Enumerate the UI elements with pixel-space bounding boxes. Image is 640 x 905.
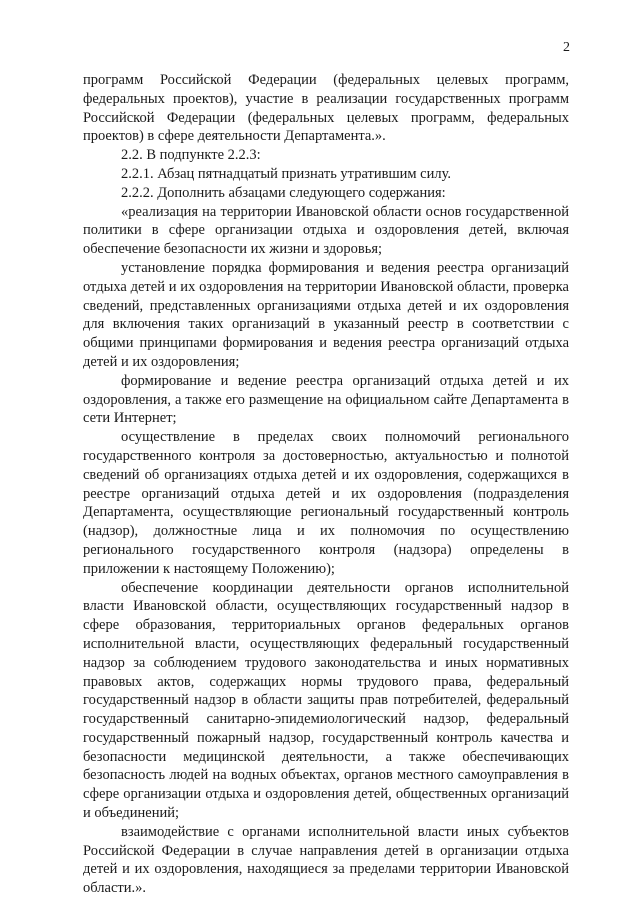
page-number: 2	[563, 40, 570, 55]
paragraph-8: осуществление в пределах своих полномочий регионального государственного контроля за достоверностью, актуальностью и полнотой сведений об организациях отдыха детей и их оздоровления, содержащихся в реестре организаций отдыха детей и их оздоровления (подразделения Департамента, осуществляющие региональный государственный контроль (надзор), должностные лица и их полномочия по осуществлению регионального государственного контроля (надзора) определены в приложении к настоящему Положению);	[83, 429, 569, 577]
paragraph-2: 2.2. В подпункте 2.2.3:	[121, 147, 261, 164]
paragraph-5: «реализация на территории Ивановской области основ государственной политики в сфере организации отдыха и оздоровления детей, включая обеспечение безопасности их жизни и здоровья;	[83, 203, 569, 258]
paragraph-3: 2.2.1. Абзац пятнадцатый признать утратившим силу.	[121, 165, 452, 182]
paragraph-6: установление порядка формирования и ведения реестра организаций отдыха детей и их оздоровления на территории Ивановской области, проверка сведений, представленных организациями отдыха детей и их оздоровления для включения таких организаций в указанный реестр в соответствии с общими принципами формирования и ведения реестра организаций отдыха детей и их оздоровления;	[83, 259, 569, 370]
paragraph-10: взаимодействие с органами исполнительной власти иных субъектов Российской Федерации в случае направления детей в организации отдыха детей и их оздоровления, находящиеся за пределами территории Ивановской области.».	[83, 823, 569, 897]
paragraph-1: программ Российской Федерации (федеральных целевых программ, федеральных проектов), участие в реализации государственных программ Российской Федерации (федеральных целевых программ, федеральных проектов) в сфере деятельности Департамента.».	[83, 72, 569, 145]
paragraph-4: 2.2.2. Дополнить абзацами следующего содержания:	[121, 184, 446, 201]
paragraph-7: формирование и ведение реестра организаций отдыха детей и их оздоровления, а также его размещение на официальном сайте Департамента в сети Интернет;	[83, 372, 569, 427]
document-body	[83, 71, 569, 898]
paragraph-9: обеспечение координации деятельности органов исполнительной власти Ивановской области, осуществляющих государственный надзор в сфере образования, территориальных органов федеральных органов исполнительной власти, осуществляющих федеральный государственный надзор за соблюдением трудового законодательства и иных нормативных правовых актов, содержащих нормы трудового права, федеральный государственный надзор в области защиты прав потребителей, федеральный государственный санитарно-эпидемиологический надзор, федеральный государственный пожарный надзор, государственный контроль качества и безопасности медицинской деятельности, а также обеспечивающих безопасность людей на водных объектах, органов местного самоуправления в сфере организации отдыха и оздоровления детей, общественных организаций и объединений;	[83, 579, 569, 822]
